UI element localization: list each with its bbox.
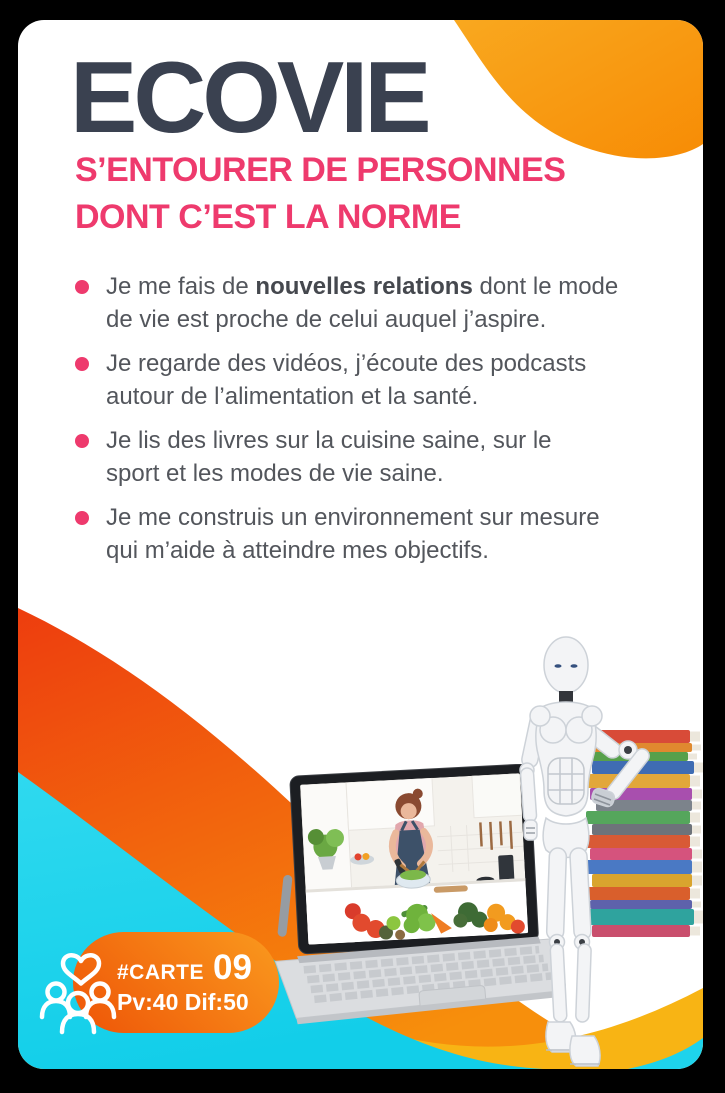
badge-line-1 [117, 948, 279, 988]
badge-card-label: #CARTE [117, 961, 205, 984]
robot-torso [530, 702, 602, 816]
card-subtitle [75, 147, 565, 241]
badge-card-number: 09 [213, 948, 252, 987]
community-heart-icon [36, 944, 128, 1036]
badge-stats: Pv:40 Dif:50 [117, 989, 249, 1015]
bullet-item: Je me fais de nouvelles relations dont le mode de vie est proche de celui auquel j’aspire. [75, 270, 685, 336]
top-right-orange-blob [454, 20, 703, 158]
bullet-item: Je me construis un environnement sur mesure qui m’aide à atteindre mes objectifs. [75, 501, 685, 567]
bullet-dot-icon [75, 511, 89, 525]
robot-graphic [500, 632, 660, 1069]
subtitle-line-1: S’ENTOURER DE PERSONNES [75, 151, 566, 189]
bullet-item: Je regarde des vidéos, j’écoute des podcasts autour de l’alimentation et la santé. [75, 347, 685, 413]
game-card [18, 20, 703, 1069]
group-people-icon [42, 984, 114, 1033]
cooking-video-scene [300, 773, 528, 944]
robot-image [500, 632, 660, 1069]
subtitle-line-2: DONT C’EST LA NORME [75, 198, 461, 236]
robot-head [544, 637, 588, 704]
bullet-dot-icon [75, 280, 89, 294]
robot-legs [543, 818, 600, 1066]
heart-icon [63, 955, 99, 983]
bullet-dot-icon [75, 357, 89, 371]
bullet-list [75, 270, 685, 578]
bullet-dot-icon [75, 434, 89, 448]
stylus-pen [277, 875, 292, 938]
bullet-item: Je lis des livres sur la cuisine saine, sur le sport et les modes de vie saine. [75, 424, 685, 490]
card-title: ECOVIE [70, 42, 428, 154]
